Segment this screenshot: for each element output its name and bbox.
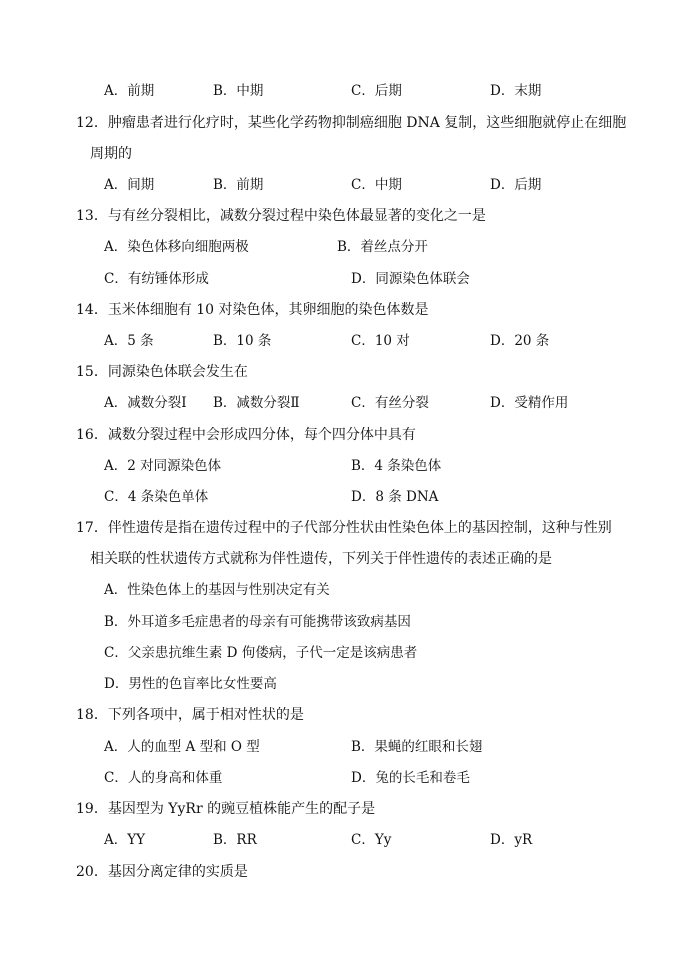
q12-option-c: C．中期 xyxy=(351,177,402,193)
q17-option-a: A．性染色体上的基因与性别决定有关 xyxy=(104,582,330,598)
q16-option-c: C．4 条染色单体 xyxy=(104,489,209,505)
q14-option-a: A．5 条 xyxy=(104,333,154,349)
q19-option-b: B．RR xyxy=(213,832,257,848)
q17-option-c: C．父亲患抗维生素 D 佝偻病，子代一定是该病患者 xyxy=(104,645,418,661)
q13-stem: 13．与有丝分裂相比，减数分裂过程中染色体最显著的变化之一是 xyxy=(76,208,486,224)
q13-option-c: C．有纺锤体形成 xyxy=(104,271,209,287)
q17-stem-line1: 17．伴性遗传是指在遗传过程中的子代部分性状由性染色体上的基因控制，这种与性别 xyxy=(76,520,612,536)
q13-option-a: A．染色体移向细胞两极 xyxy=(104,239,249,255)
q17-option-b: B．外耳道多毛症患者的母亲有可能携带该致病基因 xyxy=(104,614,411,630)
q17-option-d: D．男性的色盲率比女性要高 xyxy=(104,676,277,692)
q14-option-c: C．10 对 xyxy=(351,333,410,349)
q12-option-a: A．间期 xyxy=(104,177,155,193)
q17-stem-line2: 相关联的性状遗传方式就称为伴性遗传，下列关于伴性遗传的表述正确的是 xyxy=(90,551,552,567)
q18-option-c: C．人的身高和体重 xyxy=(104,770,223,786)
q16-option-b: B．4 条染色体 xyxy=(351,458,442,474)
q16-option-d: D．8 条 DNA xyxy=(351,489,439,505)
q18-option-b: B．果蝇的红眼和长翅 xyxy=(351,739,483,755)
q19-stem: 19．基因型为 YyRr 的豌豆植株能产生的配子是 xyxy=(76,801,376,817)
q15-option-d: D．受精作用 xyxy=(490,395,569,411)
q18-stem: 18．下列各项中，属于相对性状的是 xyxy=(76,707,304,723)
q13-option-d: D．同源染色体联会 xyxy=(351,271,470,287)
q19-option-c: C．Yy xyxy=(351,832,392,848)
q19-option-d: D．yR xyxy=(490,832,533,848)
q11-option-c: C．后期 xyxy=(351,83,402,99)
q14-stem: 14．玉米体细胞有 10 对染色体，其卵细胞的染色体数是 xyxy=(76,302,429,318)
q15-option-c: C．有丝分裂 xyxy=(351,395,429,411)
q19-option-a: A．YY xyxy=(104,832,146,848)
q16-option-a: A．2 对同源染色体 xyxy=(104,458,222,474)
q15-option-a: A．减数分裂Ⅰ xyxy=(104,395,187,411)
q18-option-d: D．兔的长毛和卷毛 xyxy=(351,770,470,786)
q16-stem: 16．减数分裂过程中会形成四分体，每个四分体中具有 xyxy=(76,427,416,443)
q12-stem-line2: 周期的 xyxy=(90,146,132,162)
q11-option-b: B．中期 xyxy=(213,83,264,99)
q12-option-b: B．前期 xyxy=(213,177,264,193)
q12-option-d: D．后期 xyxy=(490,177,542,193)
q20-stem: 20．基因分离定律的实质是 xyxy=(76,864,248,880)
q13-option-b: B．着丝点分开 xyxy=(337,239,428,255)
q11-option-d: D．末期 xyxy=(490,83,542,99)
q11-option-a: A．前期 xyxy=(104,83,155,99)
q18-option-a: A．人的血型 A 型和 O 型 xyxy=(104,739,260,755)
q14-option-b: B．10 条 xyxy=(213,333,272,349)
q15-option-b: B．减数分裂Ⅱ xyxy=(213,395,300,411)
q12-stem-line1: 12．肿瘤患者进行化疗时，某些化学药物抑制癌细胞 DNA 复制，这些细胞就停止在细胞 xyxy=(76,115,627,131)
q14-option-d: D．20 条 xyxy=(490,333,550,349)
q15-stem: 15．同源染色体联会发生在 xyxy=(76,364,248,380)
